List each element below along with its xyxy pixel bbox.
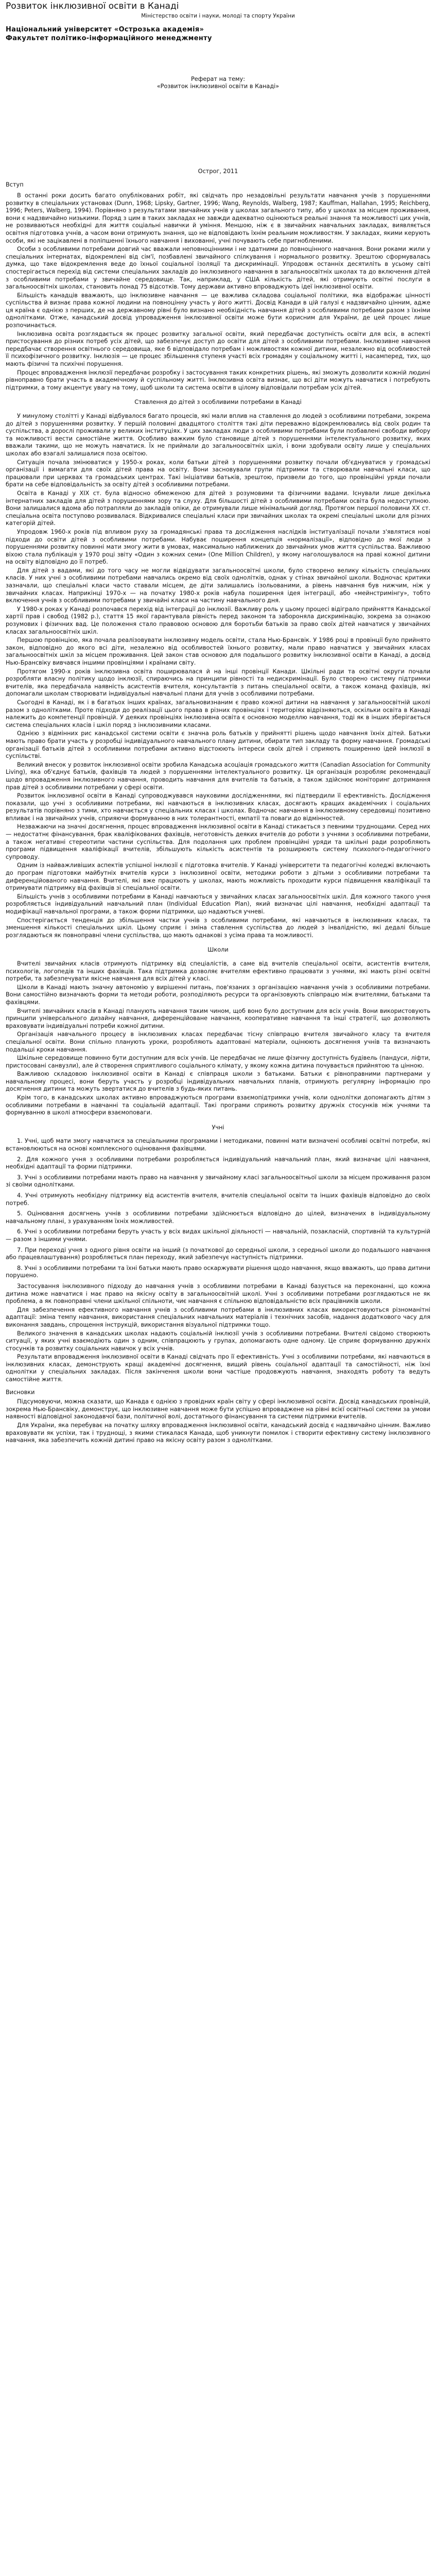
paragraph: Більшість канадців вважають, що інклюзивне навчання — це важлива складова соціальної політики, яка відображає цінності суспільства й визнає права кожної людини на повноцінну участь у його житті. Досвід Канади в цій галузі є надзвичайно цінним, адже ця країна є однією з перших, де на державному рівні було визнано необхідність навчання дітей з особливими потребами разом з їхніми однолітками. Отже, канадський досвід упровадження інклюзивної освіти може бути корисним для України, де цей процес лише розпочинається. <box>6 292 430 329</box>
paragraph: Школи в Канаді мають значну автономію у вирішенні питань, пов'язаних з організацією навчання учнів з особливими потребами. Вони самостійно визначають форми та методи роботи, розподіляють ресурси та організовують співпрацю між вчителями, батьками та фахівцями. <box>6 984 430 1006</box>
paragraph: Результати впровадження інклюзивної освіти в Канаді свідчать про її ефективність. Учні з особливими потребами, які навчаються в інклюзивних класах, демонструють кращі академічні досягнення, вищий рівень соціальної адаптації та самостійності, ніж їхні однолітки у спеціальних закладах. Після закінчення школи вони частіше продовжують навчання, знаходять роботу та ведуть самостійне життя. <box>6 1353 430 1383</box>
paragraph: Незважаючи на значні досягнення, процес впровадження інклюзивної освіти в Канаді стикається з певними труднощами. Серед них — недостатнє фінансування, брак кваліфікованих фахівців, неготовність деяких вчителів до роботи з учнями з особливими потребами, а також негативні стереотипи частини суспільства. Для подолання цих проблем провінційні уряди та шкільні ради розробляють програми підвищення кваліфікації вчителів, збільшують кількість асистентів та розширюють систему психолого-педагогічного супроводу. <box>6 823 430 860</box>
paragraph: Освіта в Канаді у XIX ст. була відносно обмеженою для дітей з розумовими та фізичними вадами. Існували лише декілька інтернатних закладів для дітей з порушеннями зору та слуху. Для більшості дітей з особливими потребами освіта була недоступною. Вони залишалися вдома або потрапляли до закладів опіки, де отримували лише мінімальний догляд. Протягом першої половини XX ст. спеціальна освіта поступово розвивалася. Відкривалися спеціальні класи при звичайних школах та окремі спеціальні школи для різних категорій дітей. <box>6 489 430 527</box>
paragraph: У 1980-х роках у Канаді розпочався перехід від інтеграції до інклюзії. Важливу роль у цьому процесі відіграло прийняття Канадської хартії прав і свобод (1982 р.), стаття 15 якої гарантувала рівність перед законом та забороняла дискримінацію, зокрема за ознакою розумових і фізичних вад. Це положення стало правовою основою для боротьби батьків за право своїх дітей навчатися у звичайних класах загальноосвітніх шкіл. <box>6 605 430 635</box>
list-item: 6. Учні з особливими потребами беруть участь у всіх видах шкільної діяльності — навчальній, позакласній, спортивній та культурній — разом з іншими учнями. <box>6 1228 430 1243</box>
paragraph: Процес впровадження інклюзії передбачає розробку і застосування таких конкретних рішень, які зможуть дозволити кожній людині рівноправно брати участь в академічному й суспільному житті. Інклюзивна освіта визнає, що всі діти можуть навчатися і потребують підтримки, а тому акцентує увагу на тому, щоб школи та система освіти в цілому відповідали потребам усіх дітей. <box>6 369 430 391</box>
list-item: 7. При переході учня з одного рівня освіти на інший (з початкової до середньої школи, з середньої школи до подальшого навчання або працевлаштування) розробляється план переходу, який забезпечує наступність підтримки. <box>6 1246 430 1261</box>
paragraph: Особи з особливими потребами довгий час вважали неповноцінними і не здатними до повноцінного навчання. Вони роками жили у спеціальних інтернатах, відокремлені від сім'ї, позбавлені звичайного спілкування і нормального розвитку. Зрештою сформувалась думка, що таке відокремлення веде до їхньої соціальної ізоляції та дискримінації. Упродовж останніх десятиліть в усьому світі спостерігається перехід від системи спеціальних закладів до інклюзивного навчання в загальноосвітніх школах та до включення дітей з особливими потребами у звичайне середовище. Так, наприклад, у США кількість дітей, які отримують освітні послуги в загальноосвітніх школах, становить понад 75 відсотків. Тому держави активно впроваджують ідеї інклюзивної освіти. <box>6 246 430 291</box>
numbered-list <box>6 1138 430 1280</box>
section-1 <box>6 413 430 939</box>
referat-topic: «Розвиток інклюзивної освіти в Канаді» <box>156 83 280 90</box>
paragraph: Першою провінцією, яка почала реалізовувати інклюзивну модель освіти, стала Нью-Брансвік. У 1986 році в провінції було прийнято закон, відповідно до якого всі діти, незалежно від особливостей їхнього розвитку, мали право навчатися у звичайних класах загальноосвітніх шкіл за місцем проживання. Цей закон став основою для подальшого розвитку інклюзивної освіти в Канаді, а досвід Нью-Брансвіку вивчався іншими провінціями і країнами світу. <box>6 637 430 666</box>
intro-section <box>6 192 430 392</box>
paragraph: Однією з відмінних рис канадської системи освіти є значна роль батьків у прийнятті рішень щодо навчання їхніх дітей. Батьки мають право брати участь у розробці індивідуального навчального плану дитини, обирати тип закладу та форму навчання. Громадські організації батьків дітей з особливими потребами активно відстоюють інтереси своїх дітей і сприяють поширенню ідей інклюзії в суспільстві. <box>6 730 430 760</box>
list-item: 3. Учні з особливими потребами мають право на навчання у звичайному класі загальноосвітньої школи за місцем проживання разом зі своїми однолітками. <box>6 1174 430 1189</box>
section-1-title: Ставлення до дітей з особливими потребами в Канаді <box>134 399 302 406</box>
paragraph: Інклюзивна освіта розглядається як процес розвитку загальної освіти, який передбачає доступність освіти для всіх, в аспекті пристосування до різних потреб усіх дітей, що забезпечує доступ до освіти для дітей з особливими потребами. Інклюзивне навчання передбачає створення освітнього середовища, яке б відповідало потребам і можливостям кожної дитини, незалежно від особливостей її психофізичного розвитку. Інклюзія — це процес збільшення ступеня участі всіх громадян у соціальному житті і, насамперед, тих, що мають фізичні та психічні порушення. <box>6 330 430 368</box>
paragraph: Одним із найважливіших аспектів успішної інклюзії є підготовка вчителів. У Канаді університети та педагогічні коледжі включають до програм підготовки майбутніх вчителів курси з інклюзивної освіти, методики роботи з дітьми з особливими потребами та диференційованого навчання. Вчителі, які вже працюють у школах, мають можливість проходити курси підвищення кваліфікації та отримувати підтримку від фахівців зі спеціальної освіти. <box>6 862 430 892</box>
faculty-name: Факультет політико-інформаційного менеджменту <box>6 34 212 42</box>
list-item: 2. Для кожного учня з особливими потребами розробляється індивідуальний навчальний план, який визначає цілі навчання, необхідні адаптації та форми підтримки. <box>6 1156 430 1171</box>
city-year: Острог, 2011 <box>198 167 238 175</box>
paragraph: Для забезпечення ефективного навчання учнів з особливими потребами в інклюзивних класах використовуються різноманітні адаптації: зміна темпу навчання, використання спеціальних навчальних матеріалів і технічних засобів, надання додаткового часу для виконання завдань, спрощення інструкцій, використання візуальної підтримки тощо. <box>6 1306 430 1328</box>
paragraph: Шкільне середовище повинно бути доступним для всіх учнів. Це передбачає не лише фізичну доступність будівель (пандуси, ліфти, пристосовані санвузли), але й створення сприятливого соціального клімату, у якому кожна дитина почувається прийнятою та цінною. <box>6 1055 430 1069</box>
paragraph: Упродовж 1960-х років під впливом руху за громадянські права та дослідження наслідків інституалізації почали з'являтися нові підходи до освіти дітей з особливими потребами. Набуває поширення концепція «нормалізації», відповідно до якої люди з порушеннями розвитку повинні мати змогу жити в умовах, максимально наближених до звичайних умов життя суспільства. Важливою віхою стала публікація у 1970 році звіту «Один з кожних семи» (One Million Children), у якому наголошувалося на праві кожної дитини на освіту відповідно до її потреб. <box>6 528 430 566</box>
paragraph: Ситуація почала змінюватися у 1950-х роках, коли батьки дітей з порушеннями розвитку почали об'єднуватися у громадські організації і вимагати для своїх дітей права на освіту. Вони засновували групи підтримки та створювали навчальні класи, що працювали при церквах та громадських центрах. Такі ініціативи батьків, зрештою, призвели до того, що провінційні уряди почали брати на себе відповідальність за освіту дітей з особливими потребами. <box>6 459 430 488</box>
paragraph: Великий внесок у розвиток інклюзивної освіти зробила Канадська асоціація громадського життя (Canadian Association for Community Living), яка об'єднує батьків, фахівців та людей з порушеннями інтелектуального розвитку. Ця організація розробляє рекомендації щодо впровадження інклюзивного навчання, проводить навчання для вчителів та батьків, а також здійснює моніторинг дотримання прав дітей з особливими потребами у сфері освіти. <box>6 761 430 791</box>
paragraph: Сьогодні в Канаді, як і в багатьох інших країнах, загальновизнаним є право кожної дитини на навчання у загальноосвітній школі разом з однолітками. Проте підходи до реалізації цього права в різних провінціях і територіях відрізняються, оскільки освіта в Канаді належить до компетенції провінцій. У деяких провінціях інклюзивна освіта є основною моделлю навчання, тоді як в інших зберігається система спеціальних класів і шкіл поряд з інклюзивними класами. <box>6 699 430 728</box>
paragraph: Вчителі звичайних класів в Канаді планують навчання таким чином, щоб воно було доступним для всіх учнів. Вони використовують принципи універсального дизайну навчання, диференційоване навчання, кооперативне навчання та інші стратегії, що дозволяють враховувати індивідуальні потреби кожної дитини. <box>6 1007 430 1029</box>
paragraph: Вчителі звичайних класів отримують підтримку від спеціалістів, а саме від вчителів спеціальної освіти, асистентів вчителя, психологів, логопедів та інших фахівців. Така підтримка дозволяє вчителям ефективно працювати з учнями, які мають різні освітні потреби, та забезпечувати якісне навчання для всіх дітей у класі. <box>6 960 430 982</box>
section-3-title: Учні <box>212 1124 224 1131</box>
document-title: Розвиток інклюзивної освіти в Канаді <box>6 1 179 11</box>
document-page <box>0 1 436 1445</box>
paragraph: У минулому столітті у Канаді відбувалося багато процесів, які мали вплив на ставлення до людей з особливими потребами, зокрема до дітей з порушеннями розвитку. У першій половині двадцятого століття такі діти переважно відокремлювались від своїх родин та суспільства, а дорослі проживали у великих інституціях. У цих закладах люди з особливими потребами були позбавлені свободи вибору та можливості вести самостійне життя. Особливо важким було становище дітей з порушеннями інтелектуального розвитку, яких вважали такими, що не можуть навчатися. Їх не приймали до загальноосвітніх шкіл, і вони здобували освіту лише у спеціальних школах або взагалі залишалися поза освітою. <box>6 413 430 457</box>
list-item: 1. Учні, щоб мати змогу навчатися за спеціальними програмами і методиками, повинні мати визначені особливі освітні потреби, які встановлюються на основі комплексного оцінювання фахівцями. <box>6 1138 430 1153</box>
paragraph: Для дітей з вадами, які до того часу не могли відвідувати загальноосвітні школи, було створено велику кількість спеціальних класів. У них учні з особливими потребами навчались окремо від своїх однолітків, однак у стінах звичайної школи. Водночас критики зазначали, що спеціальні класи часто ставали місцем, де діти залишались ізольованими, а рівень навчання був нижчим, ніж у звичайних класах. Наприкінці 1970-х — на початку 1980-х років набула поширення ідея інтеграції, або «мейнстримінгу», тобто включення учнів з особливими потребами у звичайні класи на частину навчального дня. <box>6 567 430 604</box>
list-item: 5. Оцінювання досягнень учнів з особливими потребами здійснюється відповідно до цілей, визначених в індивідуальному навчальному плані, з урахуванням їхніх можливостей. <box>6 1210 430 1225</box>
section-3 <box>6 1283 430 1384</box>
intro-heading: Вступ <box>6 181 24 189</box>
paragraph: Підсумовуючи, можна сказати, що Канада є однією з провідних країн світу у сфері інклюзивної освіти. Досвід канадських провінцій, зокрема Нью-Брансвіку, демонструє, що інклюзивне навчання може бути успішно впроваджене на рівні всієї освітньої системи за умови наявності відповідної законодавчої бази, політичної волі, достатнього фінансування та системи підтримки вчителів. <box>6 1398 430 1420</box>
paragraph: Протягом 1990-х років інклюзивна освіта поширювалася й на інші провінції Канади. Шкільні ради та освітні округи почали розробляти власну політику щодо інклюзії, спираючись на принципи рівності та недискримінації. Було створено систему підтримки вчителів, яка передбачала наявність асистентів вчителя, консультантів з питань спеціальної освіти, а також команд фахівців, які допомагали школам створювати індивідуальні навчальні плани для учнів з особливими потребами. <box>6 668 430 698</box>
paragraph: Застосування інклюзивного підходу до навчання учнів з особливими потребами в Канаді базується на переконанні, що кожна дитина може навчатися і має право на якісну освіту в загальноосвітній школі. Учні з особливими потребами розглядаються не як проблема, а як повноправні члени шкільної спільноти, чиє навчання є спільною відповідальністю всіх працівників школи. <box>6 1282 430 1305</box>
paragraph: Великого значення в канадських школах надають соціальній інклюзії учнів з особливими потребами. Вчителі свідомо створюють ситуації, у яких учні взаємодіють один з одним, співпрацюють у групах, допомагають одне одному. Це сприяє формуванню дружніх стосунків та розвитку соціальних навичок у всіх учнів. <box>6 1330 430 1352</box>
paragraph: Крім того, в канадських школах активно впроваджуються програми взаємопідтримки учнів, коли однолітки допомагають дітям з особливими потребами в навчанні та соціальній адаптації. Такі програми сприяють розвитку дружніх стосунків між учнями та формуванню в школі атмосфери взаємоповаги. <box>6 1094 430 1116</box>
conclusion-title: Висновки <box>6 1388 35 1396</box>
paragraph: Більшість учнів з особливими потребами в Канаді навчаються у звичайних класах загальноосвітніх шкіл. Для кожного такого учня розробляється індивідуальний навчальний план (Individual Education Plan), який визначає цілі навчання, необхідні адаптації та модифікації навчальної програми, а також форми підтримки, що надаються учневі. <box>6 893 430 915</box>
university-name: Національний університет «Острозька академія» <box>6 25 204 33</box>
paragraph: Для України, яка перебуває на початку шляху впровадження інклюзивної освіти, канадський досвід є надзвичайно цінним. Важливо враховувати як успіхи, так і труднощі, з якими стикалася Канада, щоб уникнути помилок і створити ефективну систему інклюзивного навчання, яка забезпечить кожній дитині право на якісну освіту разом з однолітками. <box>6 1422 430 1444</box>
paragraph: В останні роки досить багато опублікованих робіт, які свідчать про незадовільні результати навчання учнів з порушеннями розвитку в спеціальних установах (Dunn, 1968; Lipsky, Gartner, 1996; Wang, Reynolds, Walberg, 1987; Kauffman, Hallahan, 1995; Reichberg, 1996; Peters, Walberg, 1994). Порівняно з результатами звичайних учнів у школах загального типу, або у школах за місцем проживання, вони є надзвичайно низькими. Поряд з цим в таких закладах не завжди адекватно оцінюються реальні знання та можливості цих учнів, не розвиваються необхідні для життя соціальні навички й уміння. Меншою, ніж є в звичайних навчальних закладах, виявляється освітня підготовка учнів, а часом вони отримують знання, що не відповідають їхнім реальним можливостям. У закладах, якими керують особи, які не зацікавлені в поліпшенні їхнього навчання і вихованні, учні почувають себе пригнобленими. <box>6 192 430 244</box>
paragraph: Організація навчального процесу в інклюзивних класах передбачає тісну співпрацю вчителя звичайного класу та вчителя спеціальної освіти. Вони спільно планують уроки, розробляють адаптовані матеріали, оцінюють досягнення учнів та визначають подальші кроки навчання. <box>6 1031 430 1053</box>
ministry-line: Міністерство освіти і науки, молоді та спорту України <box>141 13 295 19</box>
referat-label: Реферат на тему: <box>190 75 246 82</box>
list-item: 4. Учні отримують необхідну підтримку від асистентів вчителя, вчителів спеціальної освіти та інших фахівців відповідно до своїх потреб. <box>6 1192 430 1207</box>
section-2-title: Школи <box>207 946 229 954</box>
paragraph: Спостерігається тенденція до збільшення частки учнів з особливими потребами, які навчаються в інклюзивних класах, та зменшення кількості спеціальних шкіл. Цьому сприяє і зміна ставлення суспільства до людей з інвалідністю, які дедалі більше розглядаються як повноправні члени суспільства, що мають однакові з усіма права та можливості. <box>6 917 430 939</box>
list-item: 8. Учні з особливими потребами та їхні батьки мають право оскаржувати рішення щодо навчання, якщо вважають, що права дитини порушено. <box>6 1264 430 1279</box>
paragraph: Важливою складовою інклюзивної освіти в Канаді є співпраця школи з батьками. Батьки є рівноправними партнерами у навчальному процесі, вони беруть участь у розробці індивідуальних навчальних планів, отримують регулярну інформацію про досягнення дитини та можуть звертатися до вчителів з будь-яких питань. <box>6 1071 430 1093</box>
paragraph: Розвиток інклюзивної освіти в Канаді супроводжувався науковими дослідженнями, які підтвердили її ефективність. Дослідження показали, що учні з особливими потребами, які навчаються в інклюзивних класах, досягають кращих академічних і соціальних результатів порівняно з тими, хто навчається у спеціальних класах і школах. Водночас навчання в інклюзивному середовищі позитивно впливає і на звичайних учнів, сприяючи формуванню в них толерантності, емпатії та поваги до відмінностей. <box>6 792 430 822</box>
section-2 <box>6 960 430 1117</box>
conclusion-section <box>6 1398 430 1445</box>
